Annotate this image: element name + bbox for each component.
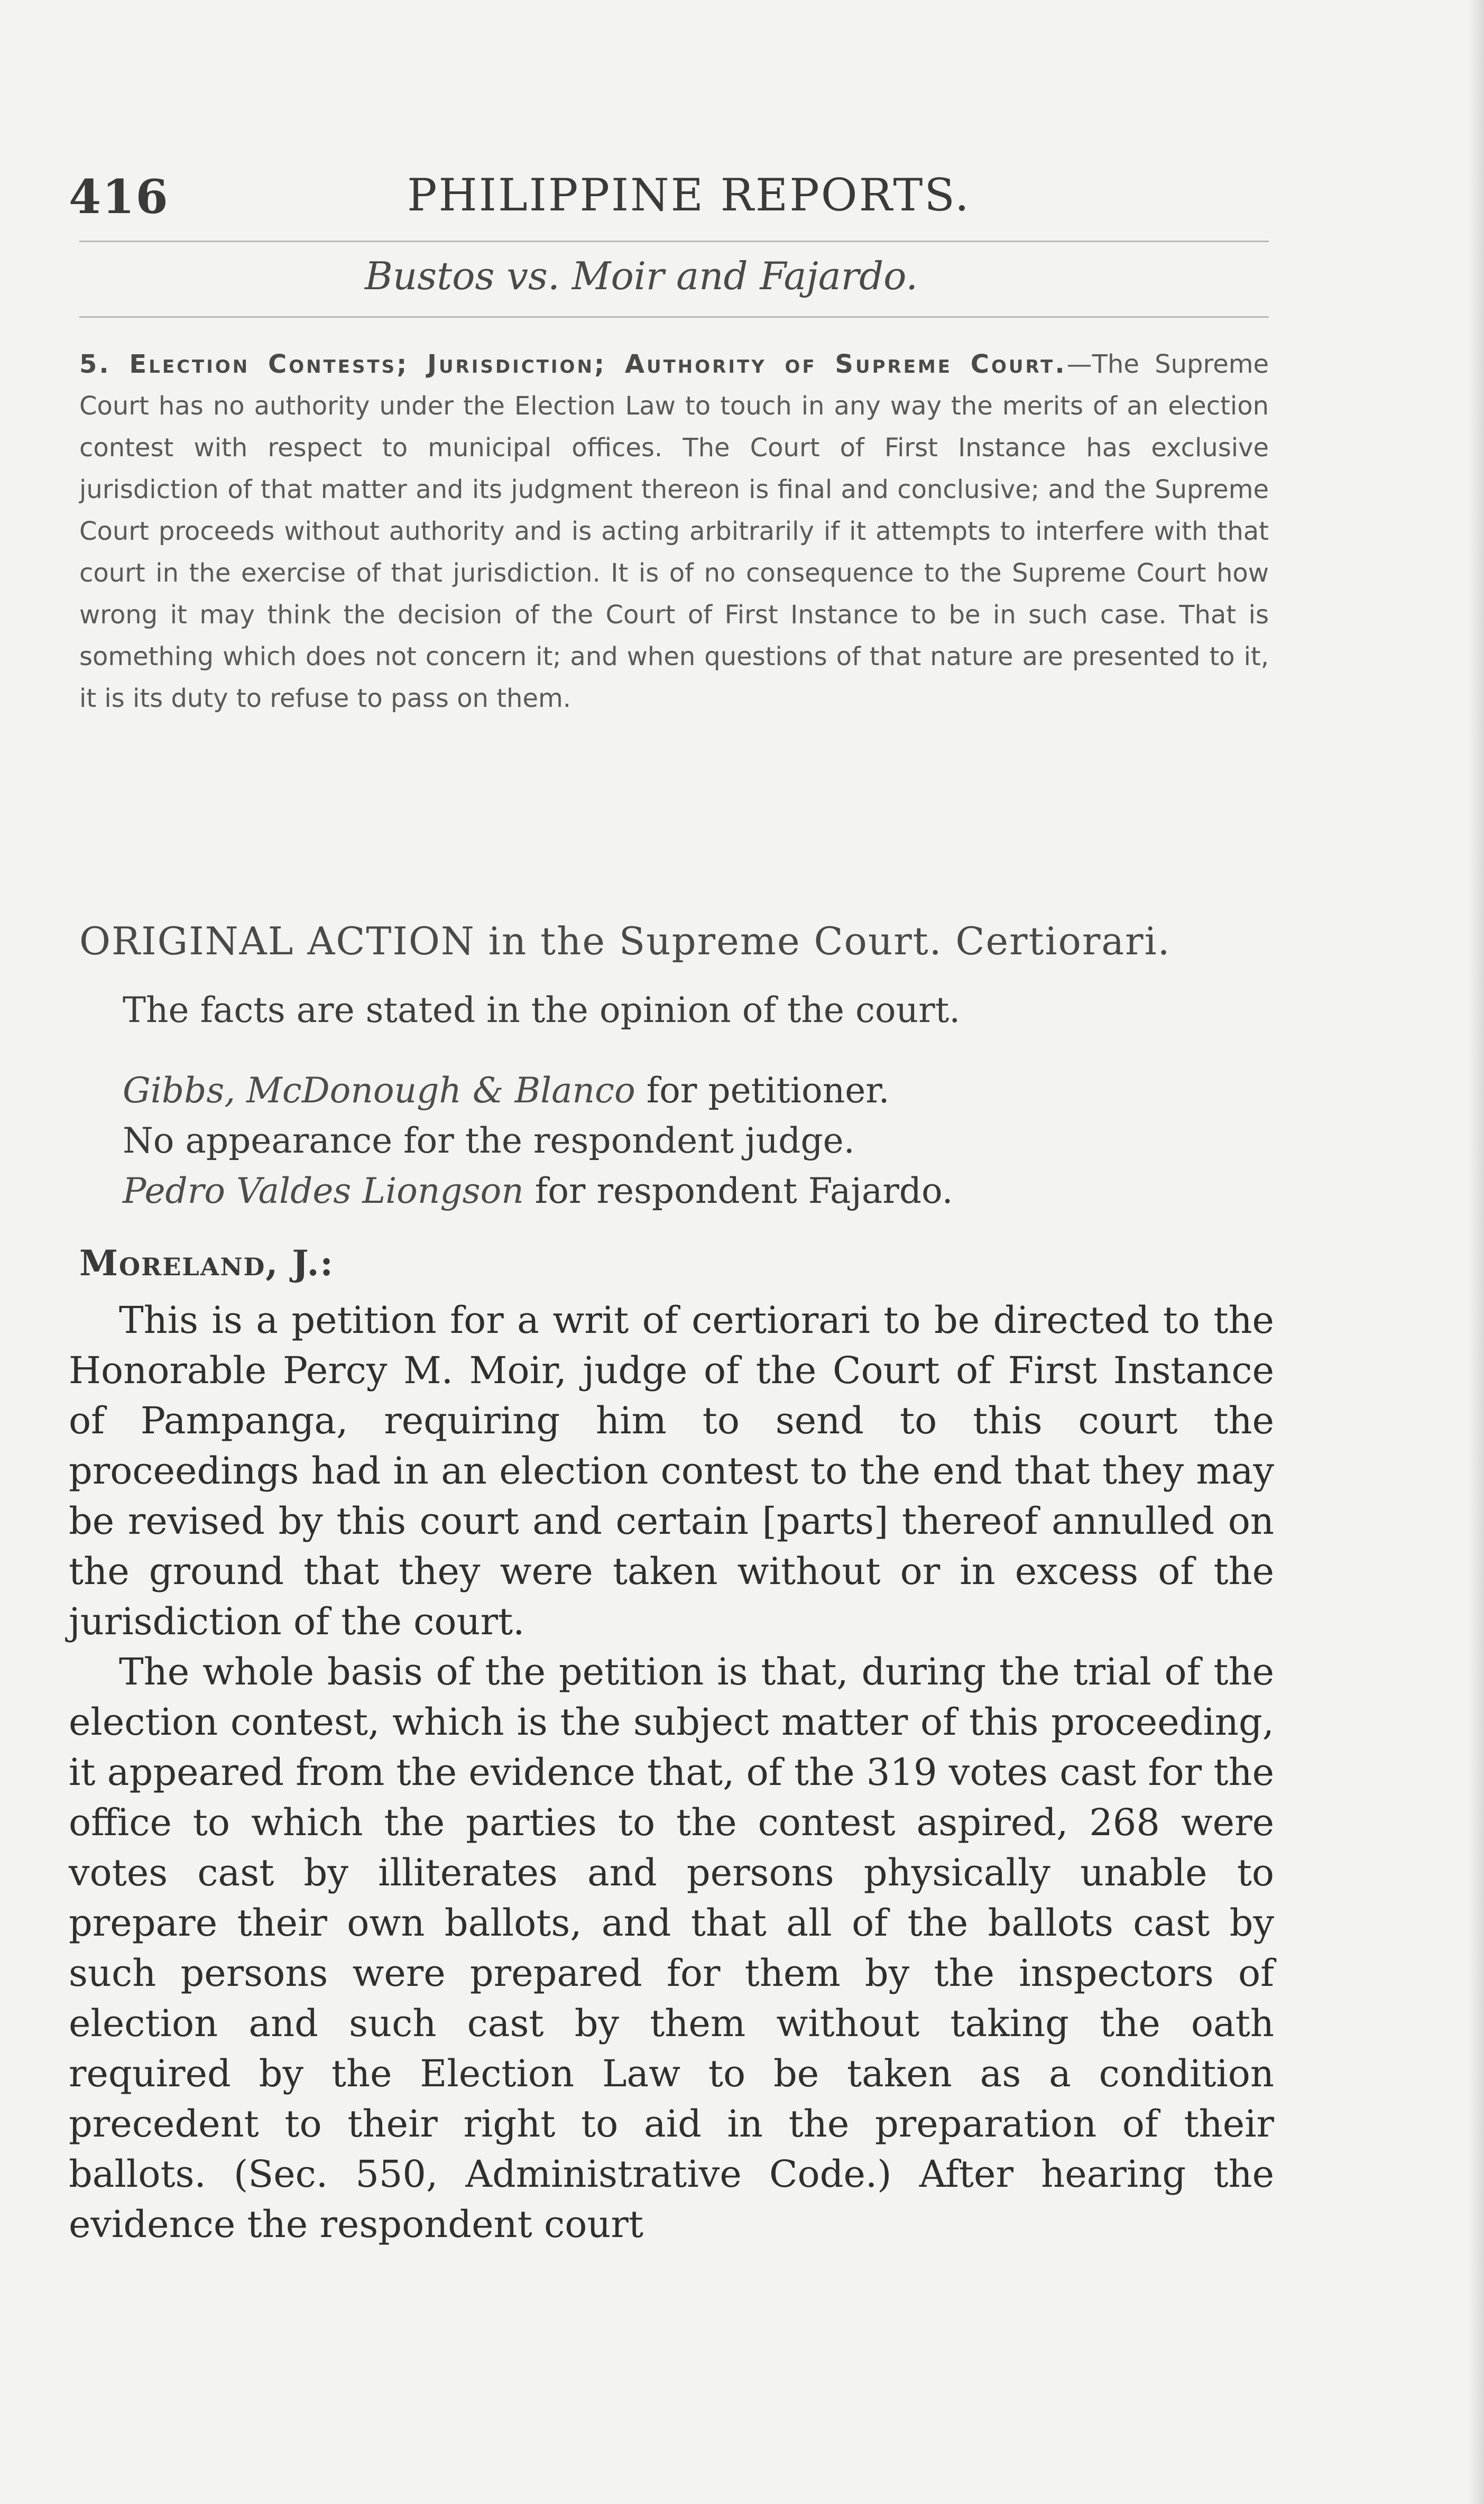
judge-name-text: Moreland, J.: xyxy=(79,1242,334,1284)
counsel-block xyxy=(123,1065,953,1216)
counsel-respondent-judge: No appearance for the respondent judge. xyxy=(123,1120,855,1161)
fajardo-counsel-role: for respondent Fajardo. xyxy=(523,1171,953,1211)
counsel-fajardo xyxy=(123,1166,953,1216)
opinion-body xyxy=(69,1295,1274,2250)
facts-statement: The facts are stated in the opinion of the court. xyxy=(123,990,961,1030)
syllabus-note xyxy=(79,344,1269,720)
syllabus-text: —The Supreme Court has no authority under the Election Law to touch in any way the merits of an election contest with respect to municipal offices. The Court of First Instance has exclusive jurisdiction of that matter and its judgment thereon is final and conclusive; and the Supreme Court proceeds without authority and is acting arbitrarily if it attempts to interfere with that court in the exercise of that jurisdiction. It is of no consequence to the Supreme Court how wrong it may think the decision of the Court of First Instance to be in such case. That is something which does not concern it; and when questions of that nature are presented to it, it is its duty to refuse to pass on them. xyxy=(79,349,1269,713)
header-rule xyxy=(79,241,1269,242)
running-title: PHILIPPINE REPORTS. xyxy=(407,169,971,221)
judge-name xyxy=(79,1242,334,1284)
caption-rule xyxy=(79,316,1269,318)
page-header xyxy=(69,169,1285,233)
counsel-petitioner xyxy=(123,1065,953,1116)
petitioner-counsel-name: Gibbs, McDonough & Blanco xyxy=(123,1070,635,1111)
page-number: 416 xyxy=(69,169,169,224)
original-action-line: ORIGINAL ACTION in the Supreme Court. Certiorari. xyxy=(79,919,1171,963)
petitioner-counsel-role: for petitioner. xyxy=(635,1070,890,1111)
page-edge-shadow xyxy=(1468,0,1484,2504)
fajardo-counsel-name: Pedro Valdes Liongson xyxy=(123,1171,524,1211)
opinion-paragraph-1: This is a petition for a writ of certiorari to be directed to the Honorable Percy M. Moir, judge of the Court of First Instance of Pampanga, requiring him to send to this court the proceedings had in an election contest to the end that they may be revised by this court and certain [parts] thereof annulled on the ground that they were taken without or in excess of the jurisdiction of the court. xyxy=(69,1299,1274,1643)
opinion-paragraph-2: The whole basis of the petition is that, during the trial of the election contest, which is the subject matter of this proceeding, it appeared from the evidence that, of the 319 votes cast for the office to which the parties to the contest aspired, 268 were votes cast by illiterates and persons physically unable to prepare their own ballots, and that all of the ballots cast by such persons were prepared for them by the inspectors of election and such cast by them without taking the oath required by the Election Law to be taken as a condition precedent to their right to aid in the preparation of their ballots. (Sec. 550, Administrative Code.) After hearing the evidence the respondent court xyxy=(69,1650,1274,2246)
case-caption: Bustos vs. Moir and Fajardo. xyxy=(365,254,918,298)
syllabus-heading: 5. Election Contests; Jurisdiction; Authority of Supreme Court. xyxy=(79,349,1067,379)
